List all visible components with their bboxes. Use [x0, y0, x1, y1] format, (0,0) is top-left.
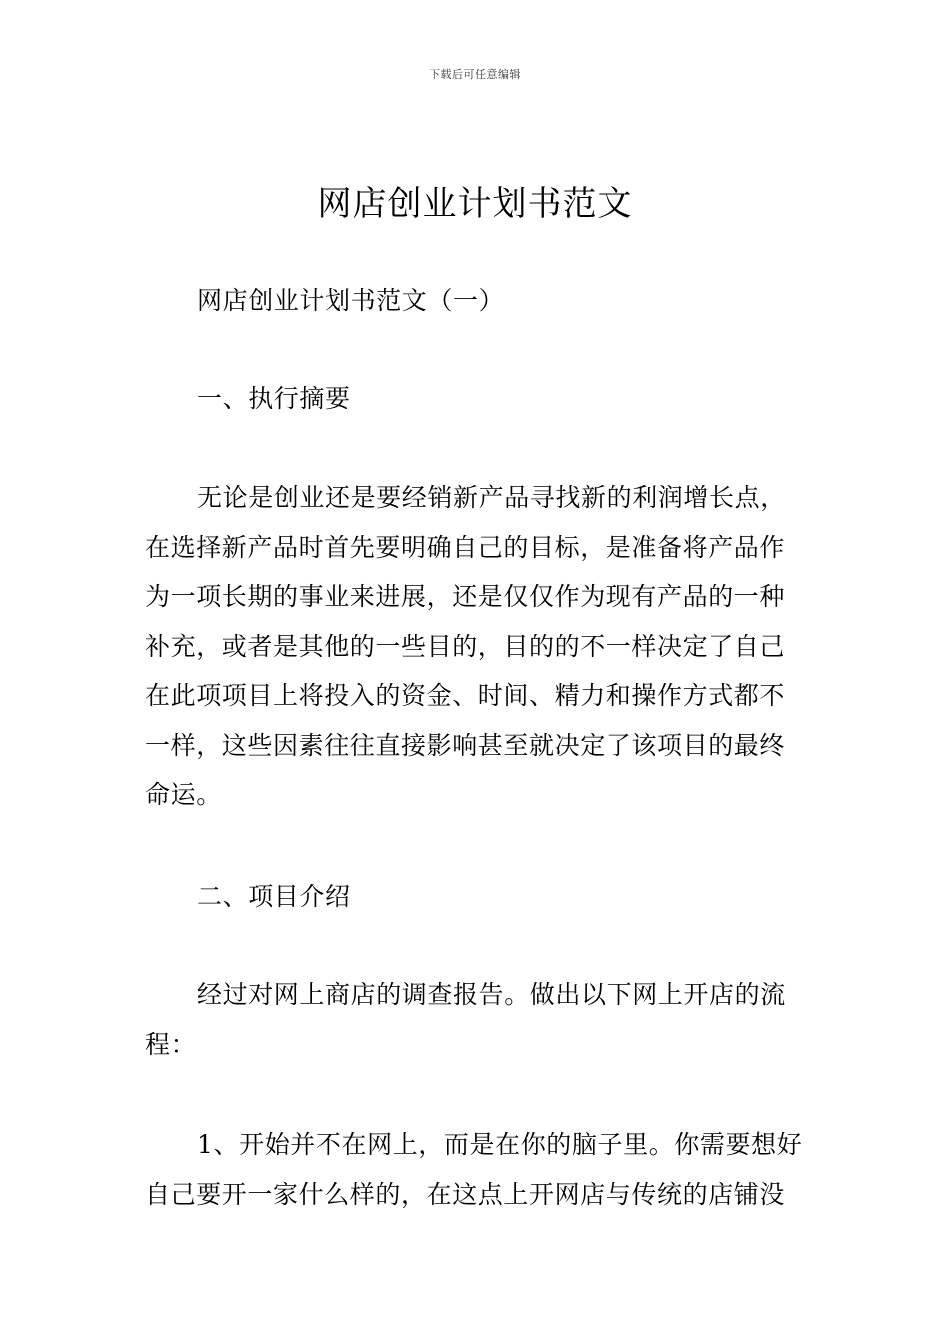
section-heading-project-intro: 二、项目介绍: [197, 882, 351, 911]
section-heading-executive-summary: 一、执行摘要: [197, 384, 351, 413]
section-subtitle: 网店创业计划书范文（一）: [197, 286, 505, 315]
body-paragraph: 经过对网上商店的调查报告。做出以下网上开店的流程：: [145, 980, 786, 1059]
header-note: 下载后可任意编辑: [429, 68, 521, 81]
body-paragraph: 无论是创业还是要经销新产品寻找新的利润增长点，在选择新产品时首先要明确自己的目标，是准备将产品作为一项长期的事业来进展，还是仅仅作为现有产品的一种补充，或者是其他的一些目的，目的的不一样决定了自己在此项项目上将投入的资金、时间、精力和操作方式都不一样，这些因素往往直接影响甚至就决定了该项目的最终命运。: [145, 483, 786, 809]
document-title: 网店创业计划书范文: [317, 184, 633, 224]
body-paragraph: 1、开始并不在网上，而是在你的脑子里。你需要想好自己要开一家什么样的，在这点上开网店与传统的店铺没: [145, 1130, 803, 1209]
